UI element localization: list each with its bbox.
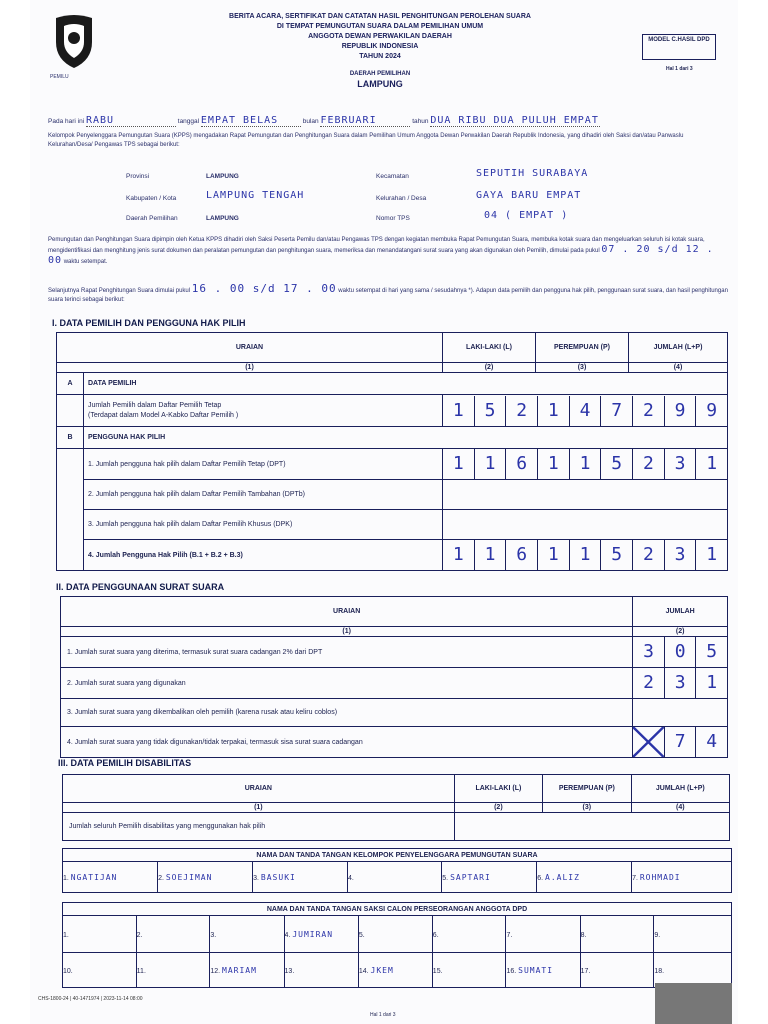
saksi-signature-cell: [432, 916, 506, 953]
saksi-signature-cell: [210, 953, 284, 988]
header-line-1: BERITA ACARA, SERTIFIKAT DAN CATATAN HASIL PENGHITUNGAN PEROLEHAN SUARA: [229, 13, 531, 20]
digit: 3: [665, 668, 697, 698]
kecamatan-value: SEPUTIH SURABAYA: [476, 168, 589, 179]
label-provinsi: Provinsi: [126, 173, 150, 180]
s1-col-uraian: URAIAN: [57, 333, 443, 363]
header-region: LAMPUNG: [357, 79, 403, 89]
digit: 1: [538, 449, 570, 479]
para2a-text: Selanjutnya Rapat Penghitungan Suara dimulai pukul: [48, 288, 191, 294]
digit: 2: [633, 668, 665, 698]
saksi-signature-cell: [506, 916, 580, 953]
kpps-name: ROHMADI: [639, 872, 681, 882]
label-date: tanggal: [177, 118, 200, 125]
para1-end: waktu setempat.: [63, 259, 108, 265]
s2-r4-label: 4. Jumlah surat suara yang tidak digunakan/tidak terpakai, termasuk sisa surat suara cadangan: [61, 727, 633, 758]
crossed-cell: [633, 727, 665, 757]
kpps-name: A.ALIZ: [545, 872, 580, 882]
digit: 1: [443, 540, 475, 570]
time-range-1: 07 . 20 s/d 12 . 00: [48, 244, 714, 266]
s1-a-letter: A: [57, 373, 84, 395]
s2-r4-digits: [633, 727, 728, 758]
kpps-signature-cell: [537, 862, 632, 893]
s1-a-title: DATA PEMILIH: [84, 373, 728, 395]
kpps-name: SAPTARI: [450, 872, 491, 882]
s2-num1: (1): [61, 627, 633, 637]
digit: 3: [665, 540, 697, 570]
logo-caption: PEMILU: [50, 74, 69, 80]
label-month: bulan: [302, 118, 319, 125]
saksi-signature-cell: [284, 953, 358, 988]
opening-statement: Kelompok Penyelenggara Pemungutan Suara (KPPS) mengadakan Rapat Pemungutan dan Penghitungan Suara dalam Pemilihan Umum Anggota Dewan Perwakilan Daerah Republik Indonesia, yang dihadiri oleh Saksi dan/atau Panwaslu Kelurahan/Desa/ Pengawas TPS sebagai berikut:: [48, 133, 684, 148]
header-line-2: DI TEMPAT PEMUNGUTAN SUARA DALAM PEMILIHAN UMUM: [276, 23, 484, 30]
s1-a-spacer: [57, 395, 84, 427]
saksi-no: 13.: [284, 967, 295, 975]
digit-row-s2r1: [633, 637, 727, 667]
date-value: EMPAT BELAS: [201, 116, 301, 127]
s1-b1-digits: [443, 449, 728, 480]
kpps-signature-cell: [632, 862, 732, 893]
s3-col-p: PEREMPUAN (P): [543, 775, 632, 803]
s1-a1-line2: (Terdapat dalam Model A-Kabko Daftar Pemilih ): [88, 411, 239, 419]
digit: 2: [633, 396, 665, 426]
para2b-text: waktu setempat di hari yang sama / sesudahnya *). Adapun data pemilih dan pengguna hak pilih, penggunaan surat suara, dan hasil penghitungan suara terinci sebagai berikut:: [48, 288, 728, 303]
kpps-no: 7.: [632, 874, 638, 882]
form-page: [30, 0, 738, 1024]
form-code-box: MODEL C.HASIL DPD: [642, 34, 716, 60]
digit-row-b4: [443, 540, 727, 570]
saksi-signature-cell: [580, 916, 654, 953]
saksi-no: 16.: [506, 967, 517, 975]
s1-num2: (2): [443, 363, 536, 373]
kpps-name: BASUKI: [260, 872, 296, 882]
saksi-signature-cell: [284, 916, 358, 953]
kpps-no: 4.: [347, 874, 354, 882]
saksi-name: MARIAM: [222, 965, 257, 975]
label-kelurahan: Kelurahan / Desa: [376, 195, 427, 202]
saksi-no: 8.: [580, 931, 587, 939]
header-line-4: REPUBLIK INDONESIA: [341, 43, 419, 50]
label-day: Pada hari ini: [48, 118, 85, 125]
s3-num1: (1): [63, 803, 455, 813]
saksi-no: 7.: [506, 931, 513, 939]
digit: 4: [706, 731, 718, 752]
digit: 4: [570, 396, 602, 426]
section2-title: II. DATA PENGGUNAAN SURAT SUARA: [56, 582, 225, 592]
s3-num4: (4): [631, 803, 729, 813]
s3-r1-label: Jumlah seluruh Pemilih disabilitas yang menggunakan hak pilih: [63, 813, 455, 841]
label-kecamatan: Kecamatan: [376, 173, 409, 180]
saksi-no: 2.: [136, 931, 143, 939]
kpps-no: 1.: [63, 874, 69, 882]
s1-b-spacer: [57, 449, 84, 571]
saksi-no: 6.: [432, 931, 439, 939]
s3-num3: (3): [543, 803, 632, 813]
digit: 1: [706, 544, 718, 565]
scan-shadow-block: [655, 983, 732, 1024]
digit: 1: [443, 449, 475, 479]
digit: 2: [506, 396, 538, 426]
kpps-name: NGATIJAN: [70, 872, 118, 882]
s1-col-l: LAKI-LAKI (L): [443, 333, 536, 363]
kpu-logo-icon: [52, 12, 96, 70]
saksi-no: 3.: [210, 931, 217, 939]
saksi-no: 9.: [654, 931, 661, 939]
saksi-no: 10.: [63, 967, 73, 975]
kpps-signature-cell: [63, 862, 158, 893]
kpps-signature-cell: [253, 862, 348, 893]
para1-text: Pemungutan dan Penghitungan Suara dipimpin oleh Ketua KPPS dihadiri oleh Saksi Peserta Pemilu dan/atau Pengawas TPS dengan kegiatan membuka Rapat Pemungutan Suara, membuka kotak suara dan mengeluarkan seluruh isi kotak suara, mengidentifikasi dan menghitung jenis surat dokumen dan peralatan pemungutan dan penghitungan suara, memeriksa dan menandatangani surat suara yang akan digunakan oleh Pemilih, dimulai pada pukul: [48, 237, 705, 254]
saksi-signature-cell: [136, 953, 210, 988]
kpps-signature-cell: [442, 862, 537, 893]
s2-col-total: JUMLAH: [633, 597, 728, 627]
digit-row-b1: [443, 449, 727, 479]
s2-r2-label: 2. Jumlah surat suara yang digunakan: [61, 668, 633, 699]
saksi-no: 1.: [63, 931, 69, 939]
digit-row-a1: [443, 396, 727, 426]
digit: 5: [601, 449, 633, 479]
dapil-value: LAMPUNG: [206, 215, 239, 222]
saksi-signature-cell: [432, 953, 506, 988]
digit: 1: [538, 540, 570, 570]
section3-table: [62, 774, 730, 841]
month-value: FEBRUARI: [320, 116, 410, 127]
kpps-signature-table: [62, 848, 732, 893]
saksi-signature-cell: [358, 916, 432, 953]
s2-r3-label: 3. Jumlah surat suara yang dikembalikan oleh pemilih (karena rusak atau keliru coblos): [61, 699, 633, 727]
digit: 6: [506, 449, 538, 479]
s1-b-title: PENGGUNA HAK PILIH: [84, 427, 728, 449]
digit: 5: [601, 540, 633, 570]
s1-col-total: JUMLAH (L+P): [629, 333, 728, 363]
header-line-6: DAERAH PEMILIHAN: [349, 71, 411, 77]
digit: 7: [601, 396, 633, 426]
saksi-title: NAMA DAN TANDA TANGAN SAKSI CALON PERSEORANGAN ANGGOTA DPD: [63, 903, 732, 916]
section1-table: [56, 332, 728, 571]
section3-title: III. DATA PEMILIH DISABILITAS: [58, 758, 192, 768]
digit: 1: [706, 672, 718, 693]
body-paragraph-1: [48, 236, 728, 267]
saksi-signature-table: [62, 902, 732, 988]
s1-num4: (4): [629, 363, 728, 373]
kpps-no: 6.: [537, 874, 544, 882]
kpps-title: NAMA DAN TANDA TANGAN KELOMPOK PENYELENGGARA PEMUNGUTAN SUARA: [63, 849, 732, 862]
digit: 1: [570, 540, 602, 570]
digit: 3: [633, 637, 665, 667]
page-indicator-top: Hal 1 dari 3: [666, 66, 693, 72]
saksi-no: 4.: [284, 931, 291, 939]
saksi-no: 17.: [580, 967, 591, 975]
s1-col-p: PEREMPUAN (P): [536, 333, 629, 363]
section2-table: [60, 596, 728, 758]
provinsi-value: LAMPUNG: [206, 173, 239, 180]
s1-b2-label: 2. Jumlah pengguna hak pilih dalam Daftar Pemilih Tambahan (DPTb): [84, 480, 443, 510]
header-line-3: ANGGOTA DEWAN PERWAKILAN DAERAH: [308, 33, 452, 40]
year-value: DUA RIBU DUA PULUH EMPAT: [430, 115, 599, 126]
saksi-no: 15.: [432, 967, 443, 975]
s1-a1-digits: [443, 395, 728, 427]
saksi-signature-cell: [63, 953, 137, 988]
day-value: RABU: [86, 116, 176, 127]
digit: 1: [538, 396, 570, 426]
saksi-signature-cell: [210, 916, 284, 953]
s3-r1-crossed: [454, 813, 729, 841]
saksi-signature-cell: [506, 953, 580, 988]
saksi-signature-cell: [580, 953, 654, 988]
digit: 9: [706, 399, 718, 421]
s2-r2-digits: [633, 668, 728, 699]
section1-title: I. DATA PEMILIH DAN PENGGUNA HAK PILIH: [52, 318, 246, 328]
s1-b4-digits: [443, 540, 728, 571]
digit: 1: [570, 449, 602, 479]
footer-page-number: Hal 1 dari 3: [370, 1012, 396, 1018]
saksi-name: SUMATI: [518, 965, 554, 975]
digit-row-s2r2: [633, 668, 727, 698]
s1-b3-crossed: [443, 510, 728, 540]
kpps-signature-cell: [347, 862, 441, 893]
label-kabupaten: Kabupaten / Kota: [126, 195, 177, 202]
label-year: tahun: [412, 118, 429, 125]
label-dapil: Daerah Pemilihan: [126, 215, 178, 222]
body-paragraph-2: [48, 284, 728, 305]
saksi-no: 14.: [358, 967, 369, 975]
s3-col-uraian: URAIAN: [63, 775, 455, 803]
s2-r3-crossed: [633, 699, 728, 727]
s1-num1: (1): [57, 363, 443, 373]
saksi-name: JKEM: [370, 965, 394, 975]
kpps-signature-cell: [158, 862, 253, 893]
kpps-no: 2.: [158, 874, 164, 882]
saksi-name: JUMIRAN: [292, 929, 334, 939]
digit: 2: [633, 540, 665, 570]
digit: 2: [633, 449, 665, 479]
tps-value: 04 ( EMPAT ): [484, 210, 569, 221]
header-line-5: TAHUN 2024: [359, 53, 401, 60]
digit: 1: [475, 540, 507, 570]
digit: 7: [665, 727, 697, 757]
time-range-2: 16 . 00 s/d 17 . 00: [191, 282, 337, 295]
opening-line: [48, 116, 728, 127]
digit: 5: [706, 641, 718, 662]
digit: 1: [706, 453, 718, 474]
s3-num2: (2): [454, 803, 542, 813]
kabupaten-value: LAMPUNG TENGAH: [206, 190, 305, 201]
digit: 6: [506, 540, 538, 570]
saksi-signature-cell: [63, 916, 137, 953]
s2-r1-digits: [633, 637, 728, 668]
kelurahan-value: GAYA BARU EMPAT: [476, 190, 582, 201]
footer-doc-id: CHS-1800-24 | 40-1471974 | 2023-11-14 08:00: [38, 996, 143, 1002]
digit: 0: [665, 637, 697, 667]
saksi-no: 11.: [136, 967, 146, 975]
kpps-name: SOEJIMAN: [165, 872, 213, 882]
saksi-no: 18.: [654, 967, 665, 975]
saksi-signature-cell: [136, 916, 210, 953]
digit: 1: [475, 449, 507, 479]
digit: 9: [665, 396, 697, 426]
s1-b3-label: 3. Jumlah pengguna hak pilih dalam Daftar Pemilih Khusus (DPK): [84, 510, 443, 540]
digit-row-s2r4: [633, 727, 727, 757]
digit: 1: [443, 396, 475, 426]
digit: 3: [665, 449, 697, 479]
s1-b1-label: 1. Jumlah pengguna hak pilih dalam Daftar Pemilih Tetap (DPT): [84, 449, 443, 480]
s1-b2-crossed: [443, 480, 728, 510]
s3-col-l: LAKI-LAKI (L): [454, 775, 542, 803]
label-tps: Nomor TPS: [376, 215, 410, 222]
digit: 5: [475, 396, 507, 426]
s2-num2: (2): [633, 627, 728, 637]
s1-num3: (3): [536, 363, 629, 373]
s2-col-uraian: URAIAN: [61, 597, 633, 627]
kpps-no: 5.: [442, 874, 449, 882]
s1-b-letter: B: [57, 427, 84, 449]
s1-b4-label: 4. Jumlah Pengguna Hak Pilih (B.1 + B.2 + B.3): [84, 540, 443, 571]
saksi-signature-cell: [358, 953, 432, 988]
saksi-no: 12.: [210, 967, 221, 975]
s1-a1-line1: Jumlah Pemilih dalam Daftar Pemilih Tetap: [88, 401, 222, 409]
s3-col-total: JUMLAH (L+P): [631, 775, 729, 803]
saksi-no: 5.: [358, 931, 365, 939]
saksi-signature-cell: [654, 916, 732, 953]
s1-a1-label: [84, 395, 443, 427]
s2-r1-label: 1. Jumlah surat suara yang diterima, termasuk surat suara cadangan 2% dari DPT: [61, 637, 633, 668]
kpps-no: 3.: [253, 874, 259, 882]
